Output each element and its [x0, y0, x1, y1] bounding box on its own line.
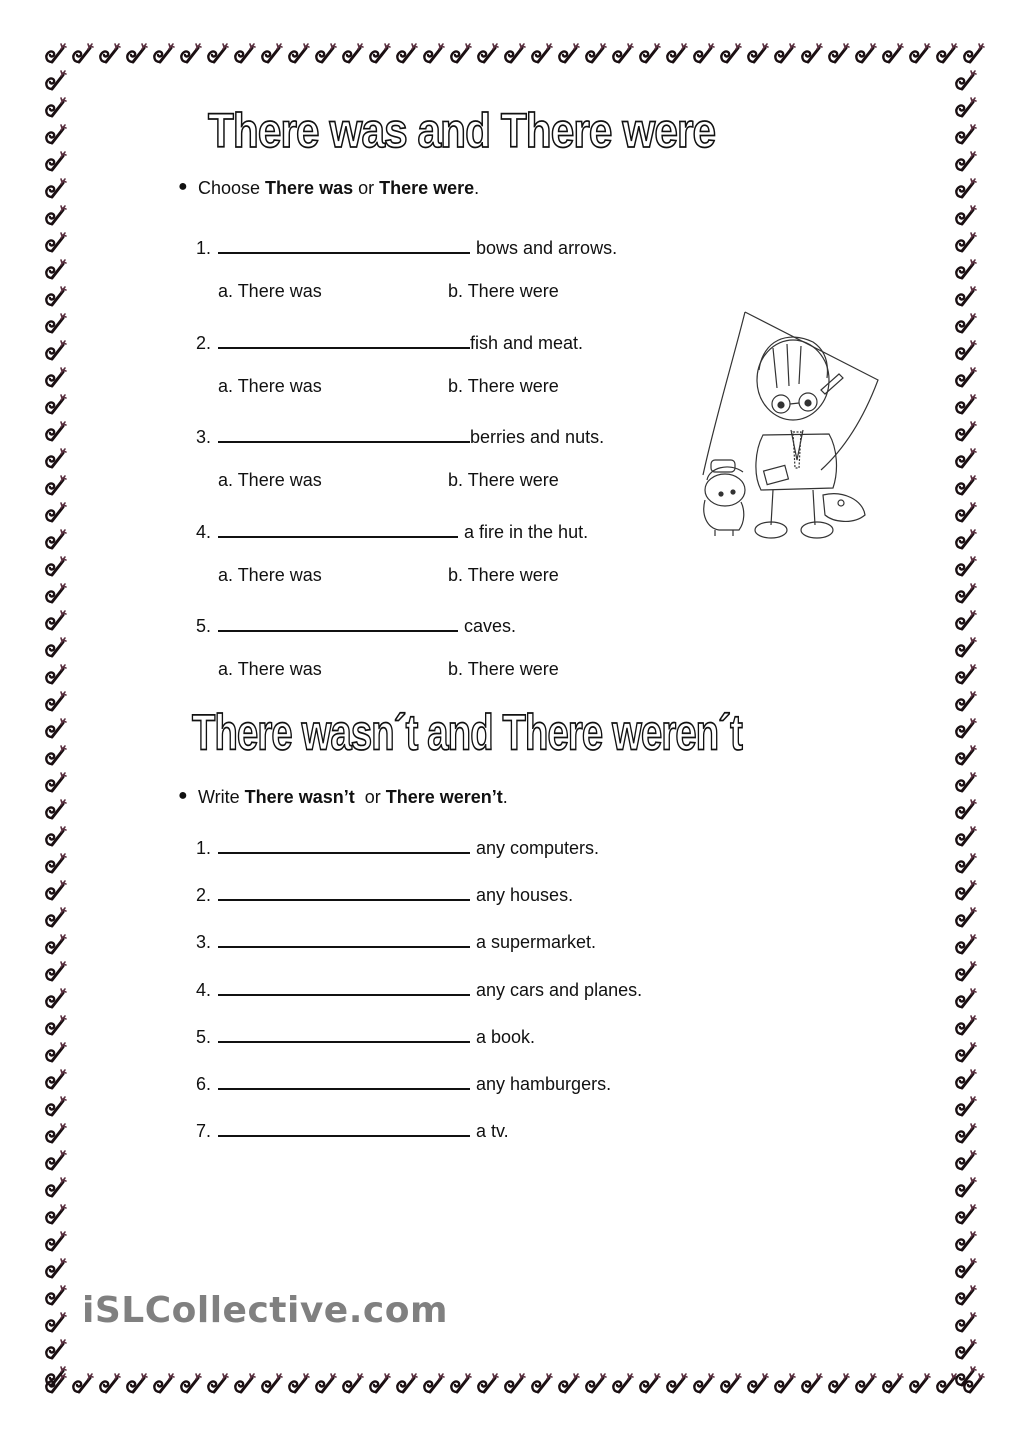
curl-pencil-icon — [952, 499, 979, 526]
question-row — [196, 976, 642, 1001]
question-number: 6. — [196, 1074, 212, 1094]
curl-pencil-icon — [952, 1363, 979, 1390]
instruction-text: . — [474, 178, 480, 198]
curl-pencil-icon — [744, 40, 771, 67]
curl-pencil-icon — [952, 1039, 979, 1066]
section1-title: There was and There were — [208, 103, 716, 158]
curl-pencil-icon — [258, 40, 285, 67]
curl-pencil-icon — [150, 1370, 177, 1397]
question-number: 4. — [196, 521, 212, 542]
option-b[interactable]: b. There were — [448, 564, 559, 585]
curl-pencil-icon — [952, 715, 979, 742]
instruction-bold-option-2: There were — [379, 178, 475, 198]
curl-pencil-icon — [952, 472, 979, 499]
curl-pencil-icon — [952, 1174, 979, 1201]
question-row — [196, 234, 617, 259]
curl-pencil-icon — [42, 121, 69, 148]
curl-pencil-icon — [420, 40, 447, 67]
curl-pencil-icon — [42, 202, 69, 229]
curl-pencil-icon — [825, 40, 852, 67]
instruction-text: Write — [198, 787, 245, 807]
curl-pencil-icon — [447, 1370, 474, 1397]
option-b[interactable]: b. There were — [448, 659, 559, 679]
option-b[interactable]: b. There were — [448, 470, 559, 490]
curl-pencil-icon — [42, 877, 69, 904]
curl-pencil-icon — [952, 1093, 979, 1120]
option-a[interactable]: a. There was — [218, 375, 322, 396]
curl-pencil-icon — [177, 40, 204, 67]
curl-pencil-icon — [42, 418, 69, 445]
border-bottom — [42, 1370, 987, 1397]
curl-pencil-icon — [42, 1282, 69, 1309]
question-number: 1. — [196, 238, 212, 258]
instruction-text: . — [502, 787, 508, 807]
curl-pencil-icon — [42, 1201, 69, 1228]
curl-pencil-icon — [123, 40, 150, 67]
answer-blank[interactable] — [218, 1023, 470, 1043]
curl-pencil-icon — [501, 40, 528, 67]
curl-pencil-icon — [123, 1370, 150, 1397]
question-row — [196, 518, 588, 543]
border-right — [952, 67, 979, 1390]
curl-pencil-icon — [285, 40, 312, 67]
question-row — [196, 423, 604, 448]
curl-pencil-icon — [42, 634, 69, 661]
question-text: a tv. — [476, 1121, 509, 1142]
curl-pencil-icon — [42, 148, 69, 175]
question-number: 3. — [196, 932, 212, 953]
curl-pencil-icon — [952, 94, 979, 121]
curl-pencil-icon — [663, 1370, 690, 1397]
curl-pencil-icon — [42, 958, 69, 985]
curl-pencil-icon — [474, 1370, 501, 1397]
question-row — [196, 881, 573, 906]
curl-pencil-icon — [42, 499, 69, 526]
curl-pencil-icon — [42, 850, 69, 877]
curl-pencil-icon — [96, 1370, 123, 1397]
curl-pencil-icon — [42, 445, 69, 472]
curl-pencil-icon — [771, 1370, 798, 1397]
option-a[interactable]: a. There was — [218, 659, 322, 679]
question-text: any houses. — [476, 885, 574, 906]
curl-pencil-icon — [952, 607, 979, 634]
section2-instruction — [178, 787, 508, 808]
curl-pencil-icon — [42, 526, 69, 553]
curl-pencil-icon — [952, 364, 979, 391]
instruction-bold-option-1: There wasn’t — [244, 787, 355, 807]
curl-pencil-icon — [798, 1370, 825, 1397]
curl-pencil-icon — [42, 40, 69, 67]
question-text: any computers. — [476, 838, 600, 858]
curl-pencil-icon — [952, 175, 979, 202]
curl-pencil-icon — [69, 40, 96, 67]
curl-pencil-icon — [42, 1363, 69, 1390]
border-left — [42, 67, 69, 1390]
question-text: any cars and planes. — [476, 979, 643, 1000]
question-row — [196, 1070, 611, 1095]
curl-pencil-icon — [952, 796, 979, 823]
curl-pencil-icon — [231, 40, 258, 67]
curl-pencil-icon — [42, 688, 69, 715]
curl-pencil-icon — [177, 1370, 204, 1397]
curl-pencil-icon — [952, 580, 979, 607]
curl-pencil-icon — [798, 40, 825, 67]
curl-pencil-icon — [952, 391, 979, 418]
question-row — [196, 834, 599, 859]
curl-pencil-icon — [42, 175, 69, 202]
curl-pencil-icon — [42, 1120, 69, 1147]
question-text: a book. — [476, 1026, 536, 1047]
curl-pencil-icon — [258, 1370, 285, 1397]
curl-pencil-icon — [42, 1012, 69, 1039]
question-text: a supermarket. — [476, 932, 597, 953]
curl-pencil-icon — [879, 1370, 906, 1397]
curl-pencil-icon — [42, 1147, 69, 1174]
site-watermark: iSLCollective.com — [82, 1290, 448, 1331]
question-row — [196, 1023, 535, 1048]
curl-pencil-icon — [952, 1066, 979, 1093]
instruction-bold-option-2: There weren’t — [385, 787, 503, 807]
answer-blank[interactable] — [218, 1117, 470, 1137]
curl-pencil-icon — [42, 904, 69, 931]
curl-pencil-icon — [952, 67, 979, 94]
curl-pencil-icon — [952, 850, 979, 877]
curl-pencil-icon — [609, 1370, 636, 1397]
curl-pencil-icon — [42, 472, 69, 499]
answer-blank[interactable] — [218, 234, 470, 254]
boy-and-puppy-illustration — [693, 300, 888, 545]
curl-pencil-icon — [582, 40, 609, 67]
curl-pencil-icon — [952, 985, 979, 1012]
curl-pencil-icon — [952, 958, 979, 985]
option-b[interactable]: b. There were — [448, 281, 559, 301]
question-number: 5. — [196, 1026, 212, 1047]
curl-pencil-icon — [231, 1370, 258, 1397]
curl-pencil-icon — [952, 1147, 979, 1174]
question-number: 4. — [196, 979, 212, 1000]
curl-pencil-icon — [906, 1370, 933, 1397]
curl-pencil-icon — [42, 1093, 69, 1120]
section2-title: There wasn´t and There weren´t — [192, 704, 743, 761]
curl-pencil-icon — [555, 40, 582, 67]
curl-pencil-icon — [952, 823, 979, 850]
curl-pencil-icon — [42, 283, 69, 310]
curl-pencil-icon — [952, 1309, 979, 1336]
instruction-text: or — [354, 787, 386, 807]
answer-blank[interactable] — [218, 518, 458, 538]
curl-pencil-icon — [952, 742, 979, 769]
border-top — [42, 40, 987, 67]
answer-blank[interactable] — [218, 834, 470, 854]
question-number: 2. — [196, 885, 212, 906]
curl-pencil-icon — [690, 1370, 717, 1397]
bullet-icon: ● — [178, 178, 188, 195]
question-text: bows and arrows. — [476, 238, 618, 258]
curl-pencil-icon — [393, 40, 420, 67]
curl-pencil-icon — [69, 1370, 96, 1397]
curl-pencil-icon — [852, 40, 879, 67]
curl-pencil-icon — [717, 1370, 744, 1397]
curl-pencil-icon — [42, 742, 69, 769]
question-row — [196, 1117, 509, 1142]
curl-pencil-icon — [952, 769, 979, 796]
curl-pencil-icon — [42, 607, 69, 634]
question-text: a fire in the hut. — [464, 521, 589, 542]
curl-pencil-icon — [42, 580, 69, 607]
curl-pencil-icon — [42, 310, 69, 337]
curl-pencil-icon — [42, 364, 69, 391]
curl-pencil-icon — [952, 1228, 979, 1255]
curl-pencil-icon — [952, 202, 979, 229]
curl-pencil-icon — [952, 310, 979, 337]
curl-pencil-icon — [952, 877, 979, 904]
curl-pencil-icon — [852, 1370, 879, 1397]
curl-pencil-icon — [312, 40, 339, 67]
curl-pencil-icon — [933, 40, 960, 67]
curl-pencil-icon — [952, 1120, 979, 1147]
question-row — [196, 612, 516, 637]
curl-pencil-icon — [42, 661, 69, 688]
curl-pencil-icon — [366, 40, 393, 67]
question-number: 3. — [196, 427, 212, 447]
curl-pencil-icon — [582, 1370, 609, 1397]
curl-pencil-icon — [609, 40, 636, 67]
curl-pencil-icon — [501, 1370, 528, 1397]
curl-pencil-icon — [952, 256, 979, 283]
answer-blank[interactable] — [218, 423, 470, 443]
curl-pencil-icon — [42, 256, 69, 283]
question-text: any hamburgers. — [476, 1074, 612, 1094]
curl-pencil-icon — [952, 661, 979, 688]
curl-pencil-icon — [42, 1255, 69, 1282]
answer-blank[interactable] — [218, 1070, 470, 1090]
option-a[interactable]: a. There was — [218, 281, 322, 301]
curl-pencil-icon — [42, 229, 69, 256]
answer-blank[interactable] — [218, 976, 470, 996]
curl-pencil-icon — [952, 1255, 979, 1282]
curl-pencil-icon — [42, 67, 69, 94]
instruction-bold-option-1: There was — [265, 178, 354, 198]
curl-pencil-icon — [393, 1370, 420, 1397]
curl-pencil-icon — [204, 1370, 231, 1397]
curl-pencil-icon — [42, 1174, 69, 1201]
question-row — [196, 329, 583, 354]
curl-pencil-icon — [690, 40, 717, 67]
curl-pencil-icon — [717, 40, 744, 67]
curl-pencil-icon — [879, 40, 906, 67]
curl-pencil-icon — [952, 283, 979, 310]
curl-pencil-icon — [825, 1370, 852, 1397]
curl-pencil-icon — [663, 40, 690, 67]
answer-blank[interactable] — [218, 612, 458, 632]
question-text: caves. — [464, 616, 517, 636]
curl-pencil-icon — [42, 796, 69, 823]
curl-pencil-icon — [150, 40, 177, 67]
curl-pencil-icon — [42, 769, 69, 796]
curl-pencil-icon — [636, 40, 663, 67]
answer-blank[interactable] — [218, 329, 470, 349]
instruction-text: or — [353, 178, 380, 198]
curl-pencil-icon — [42, 931, 69, 958]
curl-pencil-icon — [952, 688, 979, 715]
question-row — [196, 928, 596, 953]
curl-pencil-icon — [952, 229, 979, 256]
curl-pencil-icon — [528, 1370, 555, 1397]
curl-pencil-icon — [952, 337, 979, 364]
curl-pencil-icon — [42, 1336, 69, 1363]
curl-pencil-icon — [42, 337, 69, 364]
curl-pencil-icon — [952, 148, 979, 175]
answer-blank[interactable] — [218, 881, 470, 901]
curl-pencil-icon — [528, 40, 555, 67]
curl-pencil-icon — [42, 553, 69, 580]
curl-pencil-icon — [555, 1370, 582, 1397]
curl-pencil-icon — [96, 40, 123, 67]
bullet-icon: ● — [178, 787, 188, 804]
curl-pencil-icon — [952, 418, 979, 445]
curl-pencil-icon — [636, 1370, 663, 1397]
curl-pencil-icon — [42, 715, 69, 742]
curl-pencil-icon — [42, 1066, 69, 1093]
curl-pencil-icon — [474, 40, 501, 67]
question-number: 1. — [196, 838, 212, 858]
curl-pencil-icon — [339, 1370, 366, 1397]
curl-pencil-icon — [952, 1336, 979, 1363]
curl-pencil-icon — [952, 1282, 979, 1309]
curl-pencil-icon — [285, 1370, 312, 1397]
curl-pencil-icon — [906, 40, 933, 67]
question-number: 2. — [196, 332, 212, 353]
curl-pencil-icon — [952, 904, 979, 931]
option-a[interactable]: a. There was — [218, 470, 322, 490]
curl-pencil-icon — [42, 1228, 69, 1255]
curl-pencil-icon — [952, 1201, 979, 1228]
curl-pencil-icon — [952, 445, 979, 472]
curl-pencil-icon — [312, 1370, 339, 1397]
curl-pencil-icon — [42, 823, 69, 850]
curl-pencil-icon — [952, 121, 979, 148]
curl-pencil-icon — [771, 40, 798, 67]
curl-pencil-icon — [952, 553, 979, 580]
curl-pencil-icon — [42, 985, 69, 1012]
curl-pencil-icon — [960, 40, 987, 67]
curl-pencil-icon — [952, 1012, 979, 1039]
curl-pencil-icon — [952, 526, 979, 553]
curl-pencil-icon — [447, 40, 474, 67]
curl-pencil-icon — [744, 1370, 771, 1397]
answer-blank[interactable] — [218, 928, 470, 948]
option-a[interactable]: a. There was — [218, 564, 322, 585]
option-b[interactable]: b. There were — [448, 375, 559, 396]
curl-pencil-icon — [42, 1309, 69, 1336]
section1-instruction — [178, 178, 480, 199]
curl-pencil-icon — [42, 1039, 69, 1066]
question-number: 7. — [196, 1121, 212, 1142]
curl-pencil-icon — [420, 1370, 447, 1397]
question-text: fish and meat. — [470, 332, 584, 353]
instruction-text: Choose — [198, 178, 266, 198]
curl-pencil-icon — [952, 634, 979, 661]
curl-pencil-icon — [42, 94, 69, 121]
curl-pencil-icon — [952, 931, 979, 958]
curl-pencil-icon — [366, 1370, 393, 1397]
question-text: berries and nuts. — [470, 427, 605, 447]
question-number: 5. — [196, 616, 212, 636]
curl-pencil-icon — [42, 391, 69, 418]
curl-pencil-icon — [339, 40, 366, 67]
curl-pencil-icon — [204, 40, 231, 67]
